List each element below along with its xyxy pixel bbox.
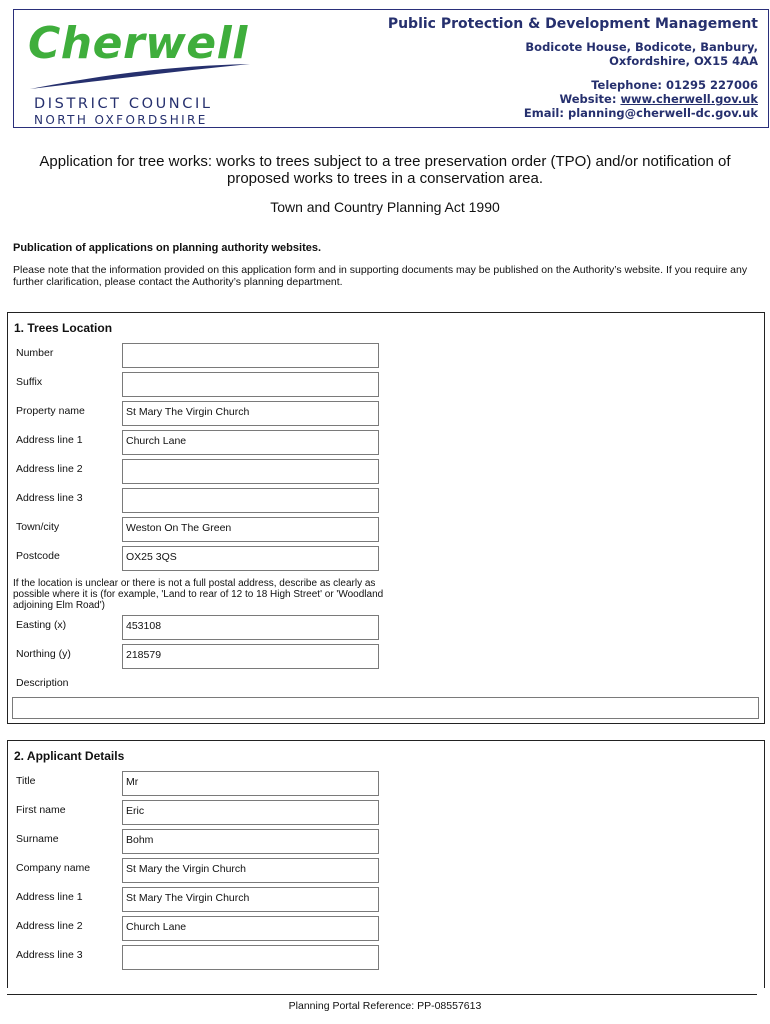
org-address-line1: Bodicote House, Bodicote, Banbury, <box>525 40 758 54</box>
description-field[interactable] <box>12 697 759 719</box>
form-row <box>8 887 764 913</box>
org-title: Public Protection & Development Management <box>387 16 758 32</box>
form-row <box>8 430 764 456</box>
field-label: Title <box>16 775 36 787</box>
form-row <box>8 372 764 398</box>
field-label: Property name <box>16 405 85 417</box>
logo-district-council: DISTRICT COUNCIL <box>34 96 213 112</box>
form-row <box>8 546 764 572</box>
org-email: Email: planning@cherwell-dc.gov.uk <box>523 106 758 120</box>
form-row <box>8 459 764 485</box>
council-logo <box>28 18 258 128</box>
form-row <box>8 343 764 369</box>
field-label: Company name <box>16 862 91 874</box>
form-row <box>8 517 764 543</box>
form-row <box>8 488 764 514</box>
address-line2-field[interactable] <box>122 459 379 484</box>
first-name-field[interactable]: Eric <box>122 800 379 825</box>
field-label: Description <box>16 677 69 689</box>
publication-heading: Publication of applications on planning authority websites. <box>13 242 322 254</box>
applicant-address-line3-field[interactable] <box>122 945 379 970</box>
organisation-contact <box>388 14 758 120</box>
logo-north-oxfordshire: NORTH OXFORDSHIRE <box>34 113 208 127</box>
field-label: Number <box>16 347 54 359</box>
field-label: Suffix <box>16 376 43 388</box>
field-label: Easting (x) <box>16 619 67 631</box>
field-label: Address line 1 <box>16 434 83 446</box>
town-city-field[interactable]: Weston On The Green <box>122 517 379 542</box>
field-label: Northing (y) <box>16 648 71 660</box>
postcode-field[interactable]: OX25 3QS <box>122 546 379 571</box>
form-row <box>8 858 764 884</box>
easting-field[interactable]: 453108 <box>122 615 379 640</box>
form-row <box>8 916 764 942</box>
form-row <box>8 673 764 699</box>
section-title: 1. Trees Location <box>14 321 113 335</box>
applicant-address-line1-field[interactable]: St Mary The Virgin Church <box>122 887 379 912</box>
section-title: 2. Applicant Details <box>14 749 125 763</box>
field-label: Surname <box>16 833 59 845</box>
org-website <box>388 92 758 106</box>
field-label: Address line 2 <box>16 463 83 475</box>
org-telephone: Telephone: 01295 227006 <box>591 78 758 92</box>
suffix-field[interactable] <box>122 372 379 397</box>
form-row <box>8 829 764 855</box>
form-row <box>8 615 764 641</box>
logo-swoosh-icon <box>28 62 253 92</box>
location-note: If the location is unclear or there is not a full postal address, describe as clearly as possible where it is (for example, 'Land to rear of 12 to 18 High Street' or 'Woodland adjoining Elm Road') <box>13 578 384 611</box>
form-row <box>8 771 764 797</box>
applicant-address-line2-field[interactable]: Church Lane <box>122 916 379 941</box>
form-row <box>8 644 764 670</box>
field-label: Town/city <box>16 521 60 533</box>
section-applicant-details <box>7 740 765 988</box>
field-label: Postcode <box>16 550 60 562</box>
field-label: Address line 3 <box>16 949 83 961</box>
form-row <box>8 800 764 826</box>
form-row <box>8 945 764 971</box>
title-field[interactable]: Mr <box>122 771 379 796</box>
header-banner <box>13 9 769 128</box>
form-title: Application for tree works: works to trees subject to a tree preservation order (TPO) and/or notification of proposed works to trees in a conservation area. <box>39 153 731 187</box>
field-label: Address line 1 <box>16 891 83 903</box>
publication-note: Please note that the information provided on this application form and in supporting documents may be published on the Authority’s website. If you require any further clarification, please contact the Authority’s planning department. <box>13 264 748 288</box>
form-row <box>8 401 764 427</box>
property-name-field[interactable]: St Mary The Virgin Church <box>122 401 379 426</box>
field-label: Address line 2 <box>16 920 83 932</box>
number-field[interactable] <box>122 343 379 368</box>
section-trees-location <box>7 312 765 724</box>
surname-field[interactable]: Bohm <box>122 829 379 854</box>
planning-portal-reference: Planning Portal Reference: PP-08557613 <box>288 1000 482 1012</box>
logo-wordmark: Cherwell <box>28 18 248 69</box>
org-website-prefix: Website: <box>559 92 621 106</box>
field-label: Address line 3 <box>16 492 83 504</box>
website-link[interactable]: www.cherwell.gov.uk <box>620 92 758 106</box>
northing-field[interactable]: 218579 <box>122 644 379 669</box>
org-address-line2: Oxfordshire, OX15 4AA <box>609 54 758 68</box>
company-name-field[interactable]: St Mary the Virgin Church <box>122 858 379 883</box>
address-line1-field[interactable]: Church Lane <box>122 430 379 455</box>
field-label: First name <box>16 804 66 816</box>
footer-divider <box>7 994 757 995</box>
act-title: Town and Country Planning Act 1990 <box>270 199 500 215</box>
address-line3-field[interactable] <box>122 488 379 513</box>
